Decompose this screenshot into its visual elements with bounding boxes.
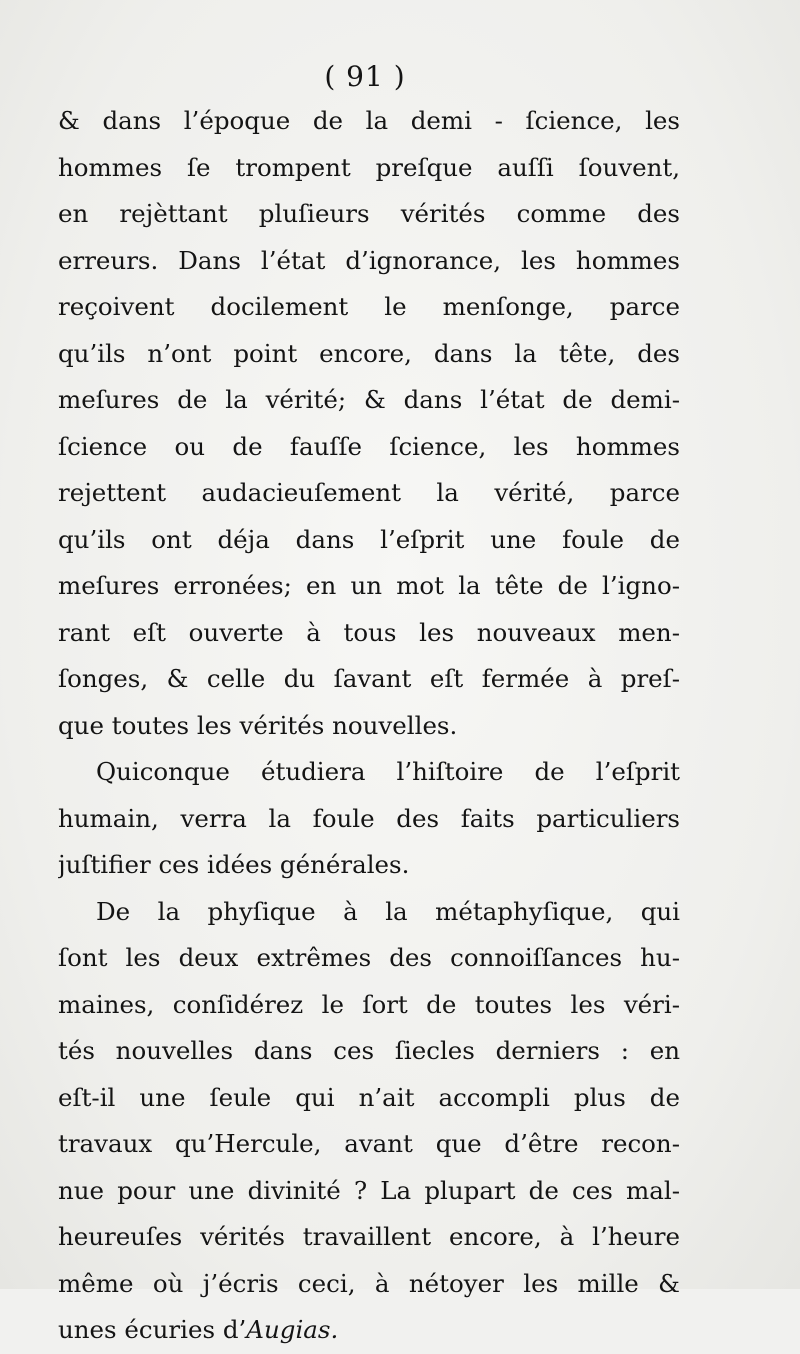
text-line: rejettent audacieuſement la vérité, parce [58,478,680,507]
text-line: & dans l’époque de la demi - ſcience, les [58,106,680,135]
text-line: ſcience ou de fauſſe ſcience, les hommes [58,431,680,461]
last-line-prefix: unes écuries d’ [58,1315,247,1344]
text-line: hommes ſe trompent preſque auſſi ſouvent, [58,152,680,182]
text-line: qu’ils n’ont point encore, dans la tête, des [58,338,680,368]
text-line: en rejèttant pluſieurs vérités comme des [58,199,680,228]
text-line: que toutes les vérités nouvelles. [58,710,458,740]
page-number: ( 91 ) [324,60,406,93]
text-line: humain, verra la foule des faits particuliers [58,803,680,833]
text-line: rant eſt ouverte à tous les nouveaux men- [58,617,680,647]
text-line: reçoivent docilement le menſonge, parce [58,292,680,321]
text-line: juſtifier ces idées générales. [58,850,410,879]
text-line: heureuſes vérités travaillent encore, à l’heure [58,1222,680,1251]
paragraph-start: Quiconque étudiera l’hiſtoire de l’eſprit [96,757,680,786]
text-line: même où j’écris ceci, à nétoyer les mille & [58,1268,680,1298]
italic-word: Augias. [246,1315,339,1344]
text-line: qu’ils ont déja dans l’eſprit une foule de [58,524,680,554]
text-line: tés nouvelles dans ces ſiecles derniers : en [58,1036,680,1065]
last-text-line [58,1307,680,1354]
text-line: erreurs. Dans l’état d’ignorance, les hommes [58,245,680,275]
text-line: ſonges, & celle du ſavant eſt fermée à preſ- [58,664,680,693]
text-line: maines, conſidérez le ſort de toutes les véri- [58,989,680,1019]
text-line: meſures erronées; en un mot la tête de l’igno- [58,571,680,600]
text-line: meſures de la vérité; & dans l’état de demi- [58,385,680,414]
text-line: travaux qu’Hercule, avant que d’être recon- [58,1129,680,1158]
text-line: ſont les deux extrêmes des connoiſſances hu- [58,943,680,972]
text-line: eſt-il une ſeule qui n’ait accompli plus de [58,1082,680,1112]
body-text [58,98,680,1354]
paragraph-start: De la phyſique à la métaphyſique, qui [96,896,680,926]
text-line: nue pour une divinité ? La plupart de ces mal- [58,1175,680,1205]
